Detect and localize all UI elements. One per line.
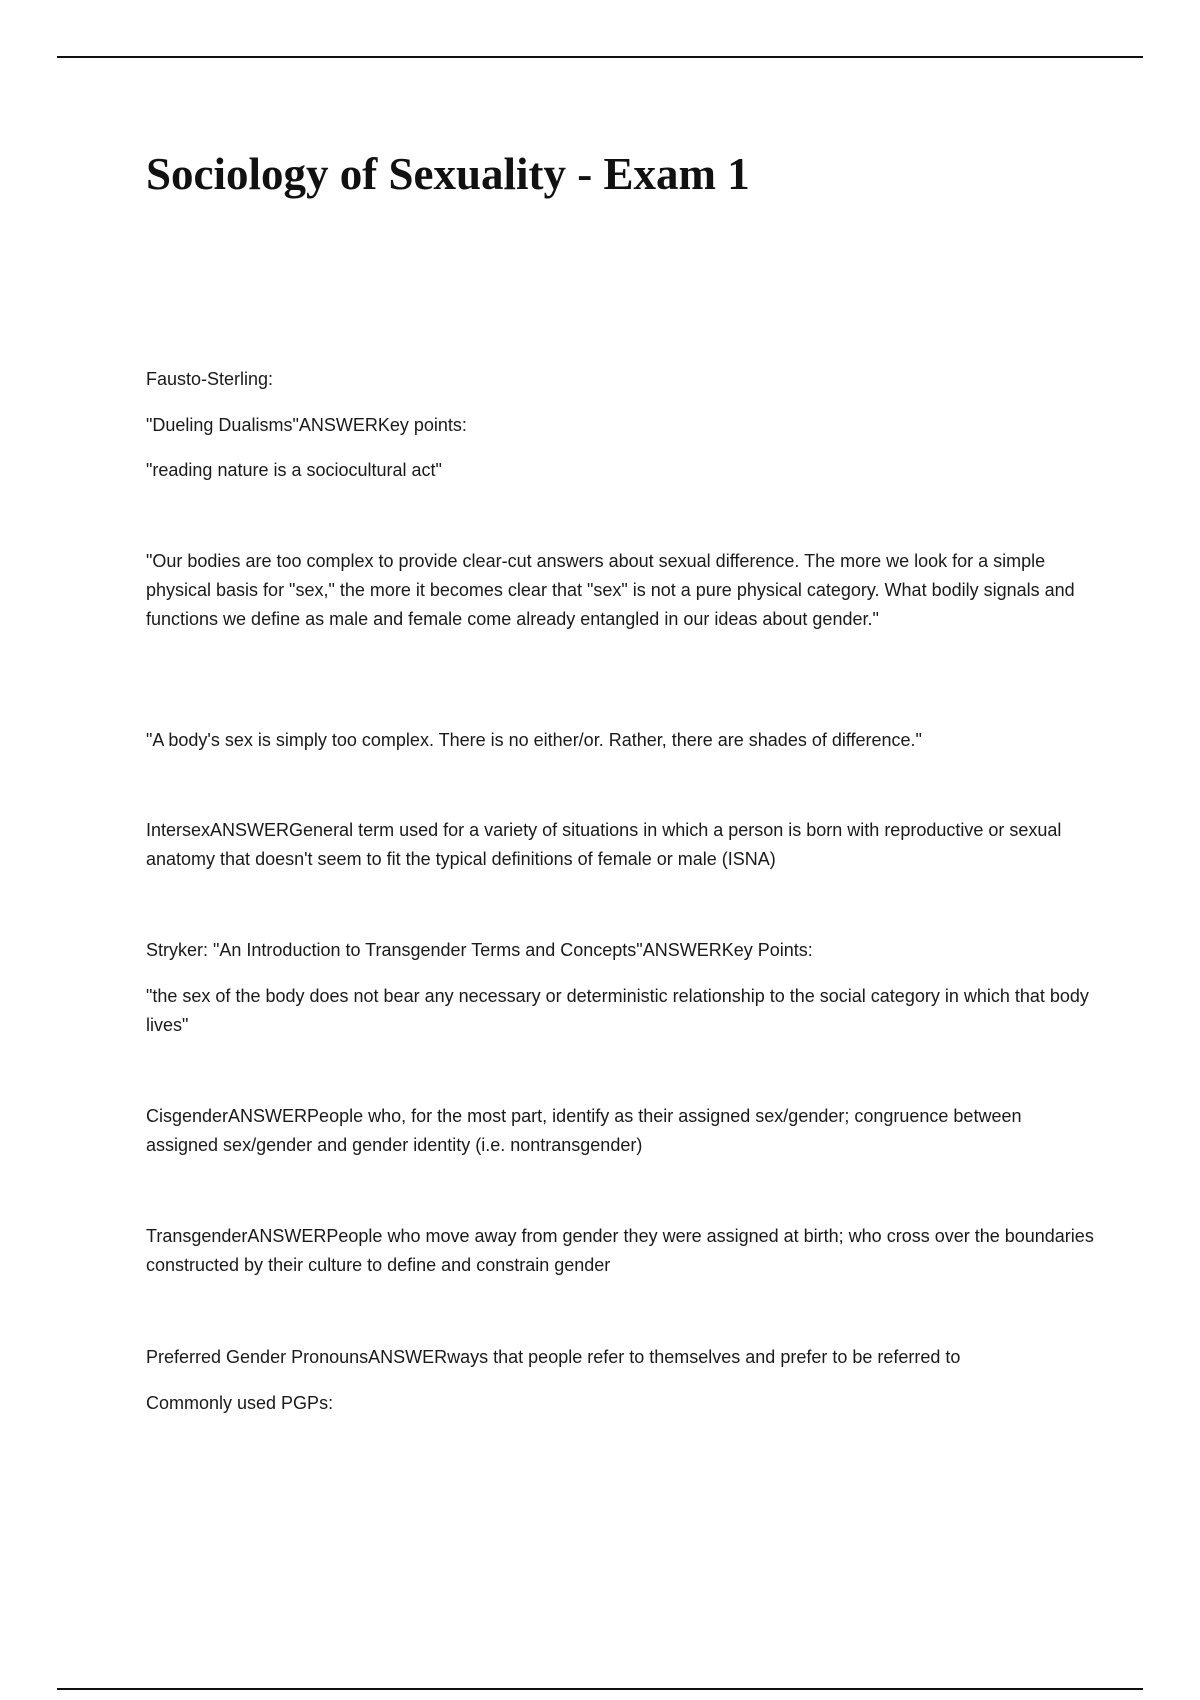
paragraph-intersex: IntersexANSWERGeneral term used for a variety of situations in which a person is born with reproductive or sexual anatomy that doesn't seem to fit the typical definitions of female or male (ISNA) bbox=[146, 820, 1062, 869]
document-title: Sociology of Sexuality - Exam 1 bbox=[146, 149, 750, 199]
paragraph-bodies-quote: "Our bodies are too complex to provide clear-cut answers about sexual difference. The more we look for a simple physical basis for "sex," the more it becomes clear that "sex" is not a pure physical category. What bodily signals and functions we define as male and female come already entangled in our ideas about gender." bbox=[146, 551, 1075, 629]
paragraph-fausto-sterling: Fausto-Sterling: bbox=[146, 369, 274, 389]
footer-rule bbox=[57, 1688, 1143, 1690]
paragraph-preferred-pronouns: Preferred Gender PronounsANSWERways that people refer to themselves and prefer to be referred to bbox=[146, 1347, 961, 1367]
paragraph-transgender: TransgenderANSWERPeople who move away from gender they were assigned at birth; who cross over the boundaries constructed by their culture to define and constrain gender bbox=[146, 1226, 1094, 1275]
paragraph-commonly-used-pgps: Commonly used PGPs: bbox=[146, 1393, 334, 1413]
header-rule bbox=[57, 56, 1143, 58]
paragraph-sex-of-body-quote: "the sex of the body does not bear any necessary or deterministic relationship to the social category in which that body lives" bbox=[146, 986, 1089, 1035]
paragraph-dueling-dualisms: "Dueling Dualisms"ANSWERKey points: bbox=[146, 415, 467, 435]
paragraph-cisgender: CisgenderANSWERPeople who, for the most part, identify as their assigned sex/gender; congruence between assigned sex/gender and gender identity (i.e. nontransgender) bbox=[146, 1106, 1022, 1155]
paragraph-body-sex-quote: "A body's sex is simply too complex. There is no either/or. Rather, there are shades of difference." bbox=[146, 730, 922, 750]
paragraph-stryker: Stryker: "An Introduction to Transgender Terms and Concepts"ANSWERKey Points: bbox=[146, 940, 813, 960]
paragraph-reading-nature: "reading nature is a sociocultural act" bbox=[146, 460, 442, 480]
